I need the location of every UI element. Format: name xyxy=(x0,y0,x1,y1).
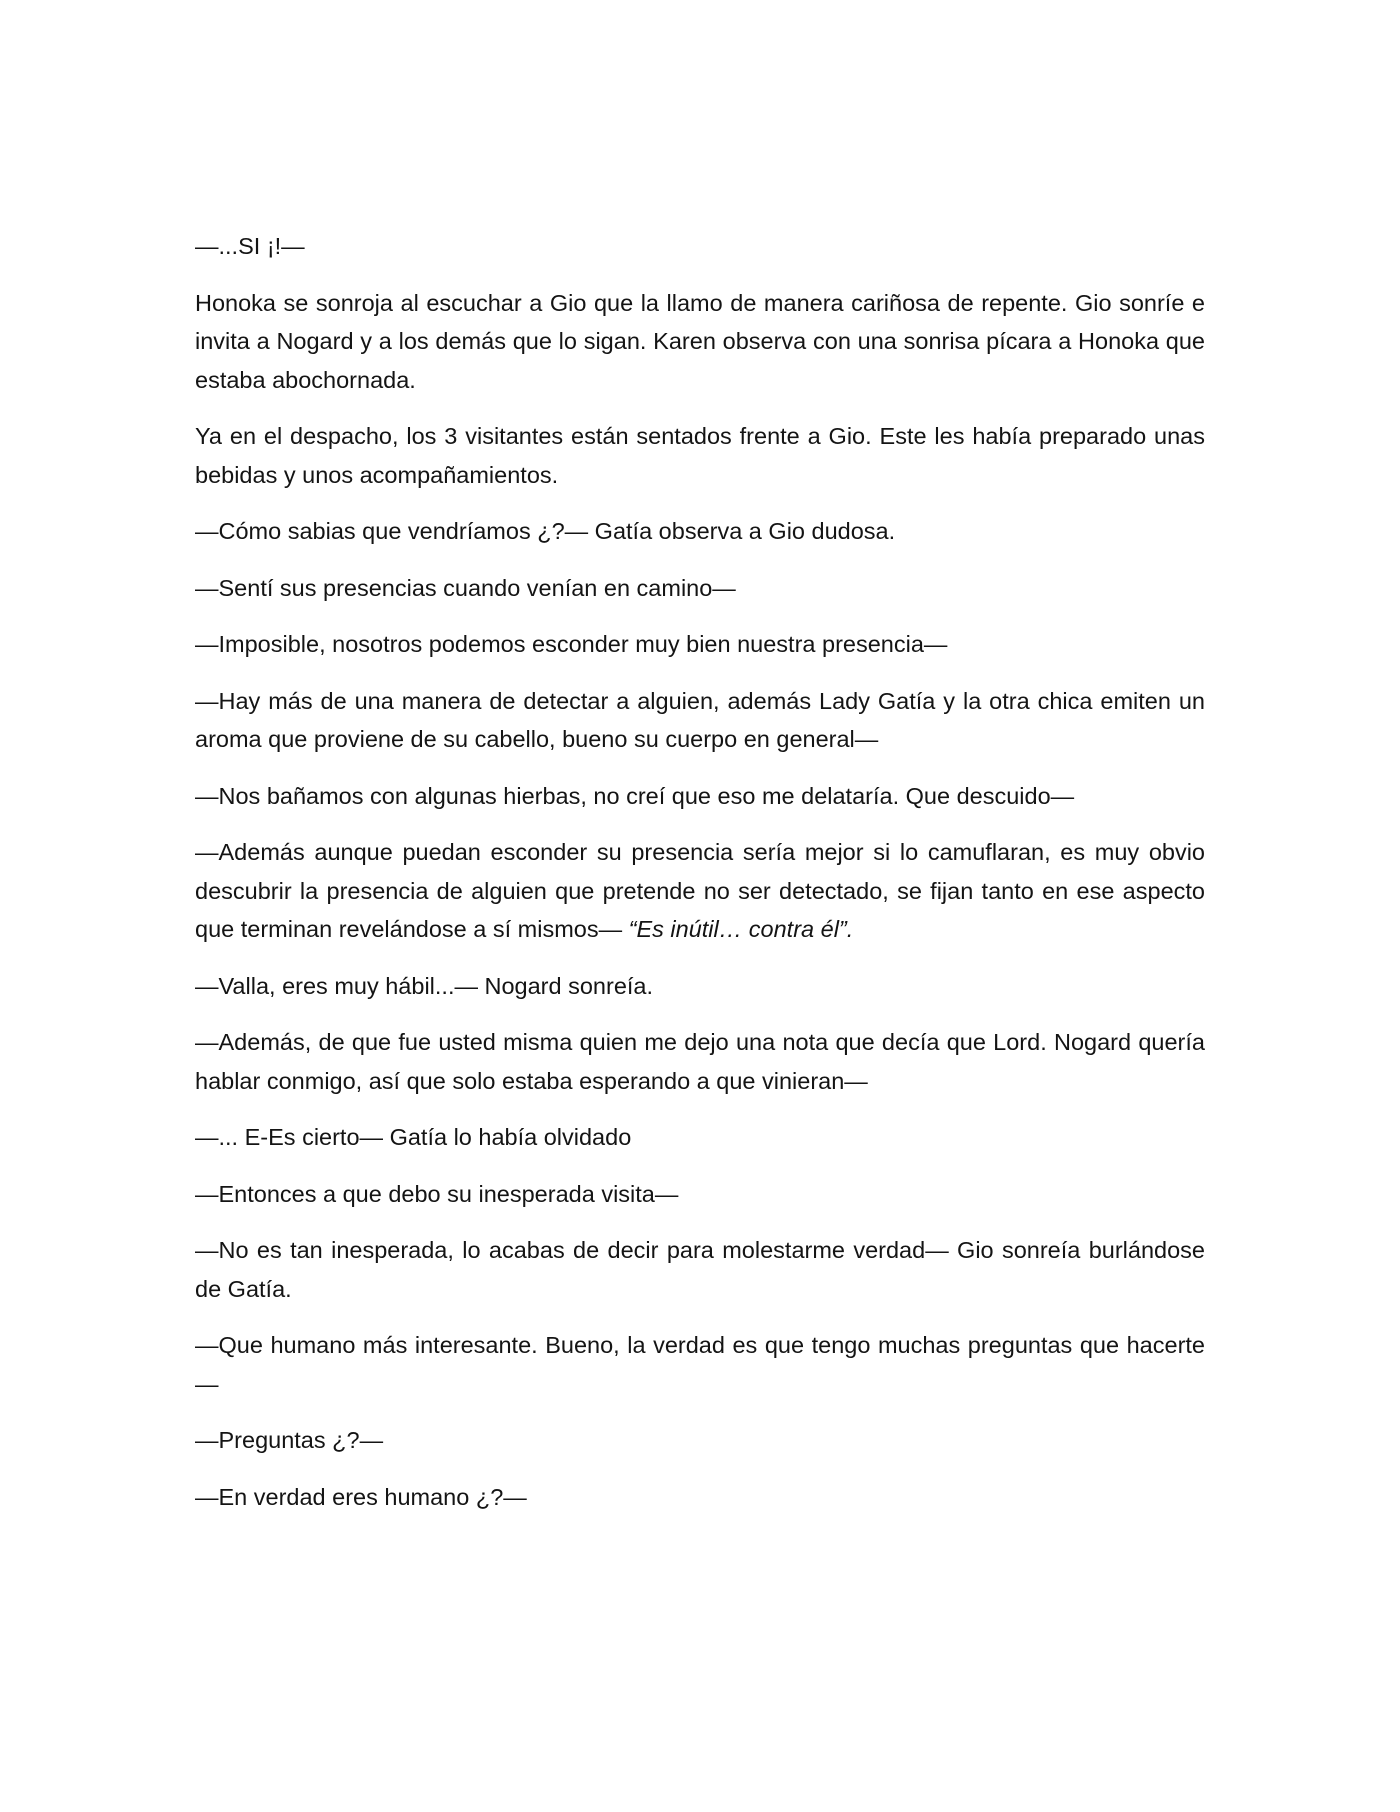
paragraph-10: —Valla, eres muy hábil...— Nogard sonreía. xyxy=(195,972,654,999)
paragraph-9 xyxy=(195,833,1205,949)
paragraph-14: —No es tan inesperada, lo acabas de decir para molestarme verdad— Gio sonreía burlándose de Gatía. xyxy=(195,1237,1205,1302)
paragraph-1: —...SI ¡!— xyxy=(195,233,305,259)
paragraph-15: —Que humano más interesante. Bueno, la verdad es que tengo muchas preguntas que hacerte— xyxy=(195,1332,1205,1397)
paragraph-6: —Imposible, nosotros podemos esconder muy bien nuestra presencia— xyxy=(195,631,948,657)
paragraph-7: —Hay más de una manera de detectar a alguien, además Lady Gatía y la otra chica emiten un aroma que proviene de su cabello, bueno su cuerpo en general— xyxy=(195,687,1205,752)
paragraph-8: —Nos bañamos con algunas hierbas, no creí que eso me delataría. Que descuido— xyxy=(195,782,1075,809)
paragraph-3: Ya en el despacho, los 3 visitantes están sentados frente a Gio. Este les había preparado unas bebidas y unos acompañamientos. xyxy=(195,423,1205,488)
paragraph-9-text: —Además aunque puedan esconder su presencia sería mejor si lo camuflaran, es muy obvio descubrir la presencia de alguien que pretende no ser detectado, se fijan tanto en ese aspecto que terminan revelándose a sí mismos— xyxy=(195,839,1205,942)
paragraph-12: —... E-Es cierto— Gatía lo había olvidado xyxy=(195,1124,632,1150)
paragraph-4: —Cómo sabias que vendríamos ¿?— Gatía observa a Gio dudosa. xyxy=(195,518,896,544)
document-body xyxy=(195,227,1205,1534)
paragraph-5: —Sentí sus presencias cuando venían en camino— xyxy=(195,574,736,601)
paragraph-16: —Preguntas ¿?— xyxy=(195,1427,384,1453)
paragraph-11: —Además, de que fue usted misma quien me dejo una nota que decía que Lord. Nogard quería hablar conmigo, así que solo estaba esperando a que vinieran— xyxy=(195,1029,1205,1094)
paragraph-13: —Entonces a que debo su inesperada visita— xyxy=(195,1180,679,1207)
paragraph-2: Honoka se sonroja al escuchar a Gio que la llamo de manera cariñosa de repente. Gio sonríe e invita a Nogard y a los demás que lo sigan. Karen observa con una sonrisa pícara a Honoka que estaba abochornada. xyxy=(195,289,1205,393)
paragraph-9-italic-thought: “Es inútil… contra él”. xyxy=(628,916,854,942)
paragraph-17: —En verdad eres humano ¿?— xyxy=(195,1483,527,1510)
